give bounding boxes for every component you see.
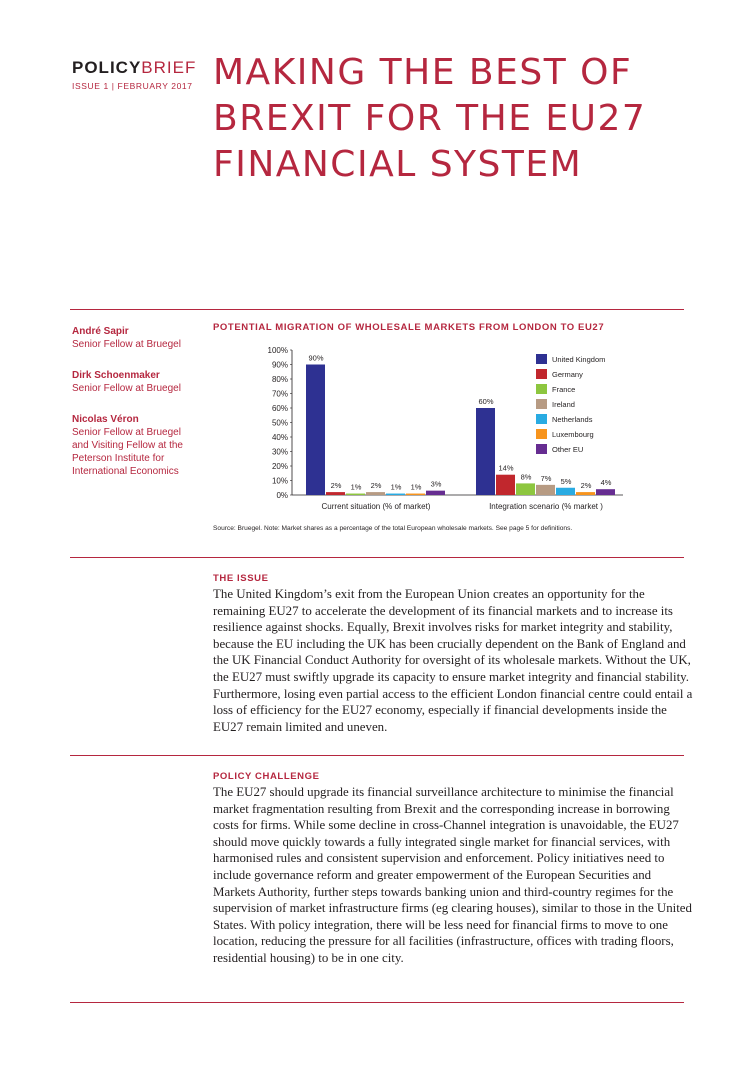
legend-swatch <box>536 399 547 409</box>
bar-germany <box>326 492 345 495</box>
legend-label: Luxembourg <box>552 430 594 439</box>
y-tick-label: 90% <box>271 360 288 370</box>
bar-united-kingdom <box>476 408 495 495</box>
author-entry <box>72 413 200 478</box>
section-body-policy-challenge: The EU27 should upgrade its financial surveillance architecture to minimise the financial market fragmentation resulting from Brexit and the corresponding increase in borrowing costs for firms. While some decline in cross-Channel integration is unavoidable, the EU27 should move quickly towards a fully integrated single market for financial services, with harmonised rules and consistent supervision and enforcement. Policy initiatives need to include governance reform and greater empowerment of the European Securities and Markets Authority, further steps towards banking union and third-country regimes for the supervision of market infrastructure firms (eg clearing houses), similar to those in the United States. With policy integration, there will be less need for financial firms to move to one location, reducing the pressure for all facilities (infrastructure, offices with trading floors, residential housing) to be in one city. <box>213 785 692 965</box>
author-role: Senior Fellow at Bruegel <box>72 339 181 350</box>
divider <box>70 557 684 558</box>
y-tick-label: 60% <box>271 404 288 413</box>
y-tick-label: 20% <box>271 462 288 471</box>
legend-swatch <box>536 354 547 364</box>
divider-top <box>70 309 684 310</box>
brand-name-policy: POLICY <box>72 58 142 77</box>
data-label: 3% <box>430 479 442 489</box>
data-label: 60% <box>478 397 494 406</box>
data-label: 4% <box>600 478 612 488</box>
bar-ireland <box>366 492 385 495</box>
y-tick-label: 50% <box>271 418 288 428</box>
x-category-label: Current situation (% of market) <box>321 502 431 511</box>
author-entry <box>72 369 200 395</box>
legend-swatch <box>536 369 547 379</box>
data-label: 8% <box>520 472 532 482</box>
data-label: 7% <box>540 473 552 483</box>
bar-germany <box>496 475 515 495</box>
legend-swatch <box>536 429 547 439</box>
bar-france <box>516 483 535 495</box>
data-label: 5% <box>560 476 572 486</box>
legend-label: Netherlands <box>552 415 593 424</box>
legend-swatch <box>536 414 547 424</box>
author-name: Nicolas Véron <box>72 414 139 425</box>
data-label: 2% <box>370 481 382 491</box>
author-name: André Sapir <box>72 326 129 337</box>
y-tick-label: 30% <box>271 447 288 457</box>
author-name: Dirk Schoenmaker <box>72 370 160 381</box>
author-role: Senior Fellow at Bruegel <box>72 383 181 394</box>
data-label: 90% <box>308 353 324 363</box>
data-label: 1% <box>410 482 422 492</box>
data-label: 1% <box>350 482 362 492</box>
data-label: 2% <box>580 481 592 491</box>
x-category-label: Integration scenario (% market ) <box>489 502 603 511</box>
data-label: 2% <box>330 481 342 491</box>
bar-netherlands <box>556 488 575 495</box>
chart-source-note: Source: Bruegel. Note: Market shares as a percentage of the total European wholesale markets. See page 5 for definitions. <box>213 525 573 532</box>
bar-luxembourg <box>406 494 425 495</box>
legend-label: Other EU <box>552 445 584 454</box>
author-role: Senior Fellow at Bruegel and Visiting Fellow at the Peterson Institute for International Economics <box>72 427 183 477</box>
bar-luxembourg <box>576 492 595 495</box>
data-label: 1% <box>390 482 402 492</box>
y-tick-label: 80% <box>271 375 288 384</box>
section-body-issue: The United Kingdom’s exit from the European Union creates an opportunity for the remaining EU27 to accelerate the development of its financial markets and to increase its resilience against shocks. Equally, Brexit involves risks for market integrity and stability, because the EU including the UK has been crucially dependent on the Bank of England and the UK Financial Conduct Authority for oversight of its wholesale markets. Without the UK, the EU27 must swiftly upgrade its capacity to ensure market integrity and financial stability. Furthermore, losing even partial access to the efficient London financial centre could entail a loss of efficiency for the EU27 economy, especially if financial developments inside the EU27 remain limited and uneven. <box>213 587 693 734</box>
chart-title: POTENTIAL MIGRATION OF WHOLESALE MARKETS FROM LONDON TO EU27 <box>213 322 605 333</box>
data-label: 14% <box>498 463 514 473</box>
brand-name-brief: BRIEF <box>141 58 197 77</box>
bar-netherlands <box>386 494 405 495</box>
author-list <box>72 325 200 496</box>
divider <box>70 755 684 756</box>
author-entry <box>72 325 200 351</box>
bar-france <box>346 494 365 495</box>
bar-other-eu <box>426 491 445 495</box>
legend-swatch <box>536 384 547 394</box>
y-tick-label: 100% <box>267 346 288 355</box>
divider-bottom <box>70 1002 684 1003</box>
bar-united-kingdom <box>306 365 325 496</box>
y-tick-label: 10% <box>271 476 288 486</box>
legend-label: Germany <box>552 370 583 379</box>
legend-label: United Kingdom <box>552 355 606 364</box>
bar-other-eu <box>596 489 615 495</box>
y-tick-label: 70% <box>271 389 288 399</box>
y-tick-label: 0% <box>276 491 288 500</box>
page-title: MAKING THE BEST OF BREXIT FOR THE EU27 FINANCIAL SYSTEM <box>213 52 647 185</box>
brand <box>72 58 196 91</box>
legend-label: Ireland <box>552 400 575 409</box>
issue-date: ISSUE 1 | FEBRUARY 2017 <box>72 81 193 91</box>
y-tick-label: 40% <box>271 433 288 442</box>
legend-swatch <box>536 444 547 454</box>
section-heading-issue: THE ISSUE <box>213 573 269 584</box>
bar-chart <box>260 340 660 520</box>
legend-label: France <box>552 385 576 394</box>
bar-ireland <box>536 485 555 495</box>
section-heading-policy-challenge: POLICY CHALLENGE <box>213 771 320 782</box>
brand-name <box>72 58 196 78</box>
